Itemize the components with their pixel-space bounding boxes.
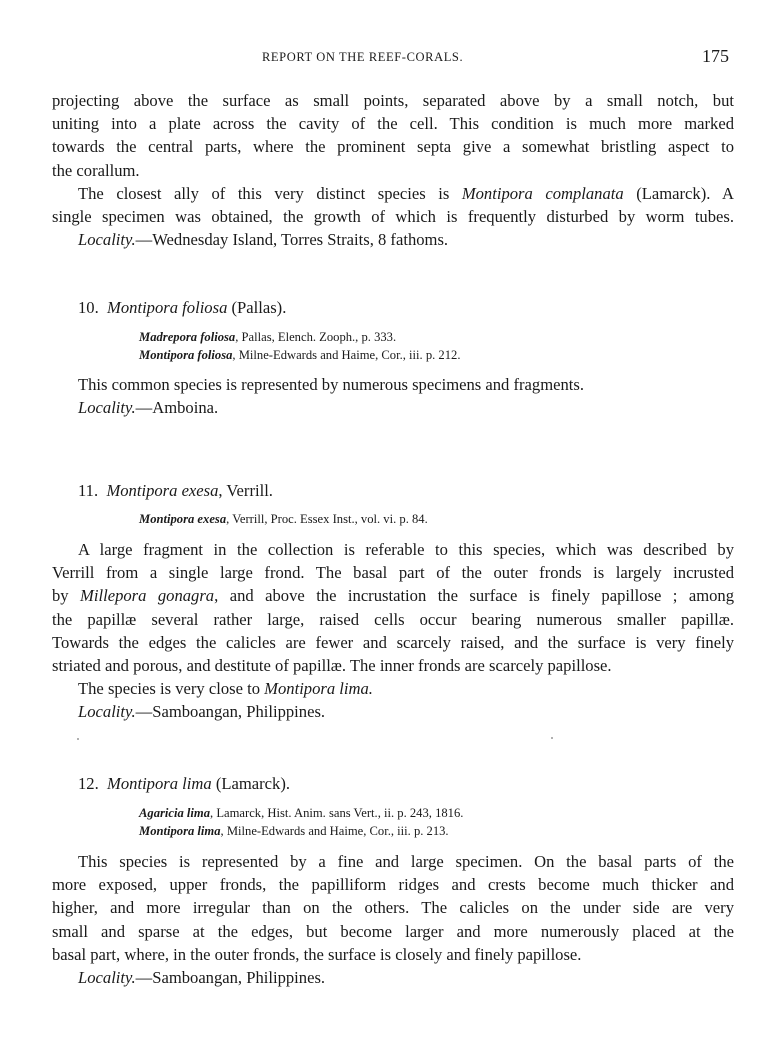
text-line: The species is very close to Montipora lima.: [78, 679, 373, 699]
scan-speck: [551, 737, 553, 739]
text-line: This common species is represented by numerous specimens and fragments.: [78, 375, 584, 394]
locality-label: Locality.: [78, 702, 136, 722]
species-name: Montipora foliosa: [107, 298, 228, 317]
locality-line: [52, 396, 734, 419]
species-description: [52, 538, 734, 724]
species-description: [52, 373, 734, 419]
synonym-entry: Montipora lima, Milne-Edwards and Haime, Cor., iii. p. 213.: [139, 823, 449, 838]
text-line: uniting into a plate across the cavity of the cell. This condition is much more marked: [52, 114, 734, 134]
text-line: towards the central parts, where the prominent septa give a somewhat bristling aspect to: [52, 137, 734, 157]
text-line: more exposed, upper fronds, the papilliform ridges and crests become much thicker and: [52, 875, 734, 895]
synonym-entry: Agaricia lima, Lamarck, Hist. Anim. sans Vert., ii. p. 243, 1816.: [139, 806, 464, 820]
synonymy-list: [139, 511, 428, 529]
page-number: 175: [702, 46, 729, 66]
locality-label: Locality.: [78, 398, 136, 418]
synonymy-list: [139, 805, 463, 840]
locality-label: Locality.: [78, 968, 136, 988]
species-number: 10.: [78, 298, 99, 317]
locality-label: Locality.: [78, 230, 136, 250]
species-number: 12.: [78, 774, 99, 793]
species-name: Montipora exesa: [106, 481, 219, 500]
species-heading: [78, 773, 290, 795]
species-name: Montipora lima: [107, 774, 212, 793]
continuation-paragraph: [52, 89, 734, 251]
running-head: [0, 46, 776, 70]
text-line: higher, and more irregular than on the others. The calicles on the under side are very: [52, 898, 734, 918]
locality-line: [52, 966, 734, 989]
text-line: basal part, where, in the outer fronds, the surface is closely and finely papillose.: [52, 944, 582, 964]
species-heading: [78, 297, 286, 319]
running-title: REPORT ON THE REEF-CORALS.: [262, 50, 464, 64]
species-name: Millepora gonagra: [80, 586, 215, 606]
synonymy-list: [139, 329, 460, 364]
synonym-entry: Montipora foliosa, Milne-Edwards and Haime, Cor., iii. p. 212.: [139, 347, 461, 362]
text-line: Towards the edges the calicles are fewer and scarcely raised, and the surface is very finely: [52, 632, 734, 652]
locality-text: —Amboina.: [135, 398, 219, 418]
locality-text: —Samboangan, Philippines.: [135, 968, 326, 988]
locality-text: —Samboangan, Philippines.: [135, 702, 326, 722]
text-line: projecting above the surface as small points, separated above by a small notch, but: [52, 91, 734, 110]
species-authority: , Verrill.: [218, 481, 273, 500]
text-line: the papillæ several rather large, raised cells occur bearing numerous smaller papillæ.: [52, 609, 734, 629]
text-line: This species is represented by a fine and large specimen. On the basal parts of the: [78, 852, 734, 871]
species-description: [52, 850, 734, 989]
locality-text: —Wednesday Island, Torres Straits, 8 fathoms.: [135, 230, 449, 250]
text-line: small and sparse at the edges, but become larger and more numerously placed at the: [52, 921, 734, 941]
text-line: Verrill from a single large frond. The basal part of the outer fronds is largely incrusted: [52, 563, 734, 583]
text-line: by Millepora gonagra, and above the incrustation the surface is finely papillose ; among: [52, 586, 735, 606]
text-line: A large fragment in the collection is referable to this species, which was described by: [78, 540, 734, 559]
text-line: striated and porous, and destitute of papillæ. The inner fronds are scarcely papillose.: [52, 656, 612, 676]
species-name: Montipora complanata: [461, 183, 624, 203]
synonym-entry: Montipora exesa, Verrill, Proc. Essex Inst., vol. vi. p. 84.: [139, 512, 428, 526]
locality-line: [52, 228, 734, 251]
text-line: single specimen was obtained, the growth of which is frequently disturbed by worm tubes.: [52, 207, 734, 227]
locality-line: [52, 700, 734, 723]
text-line: The closest ally of this very distinct species is Montipora complanata (Lamarck). A: [78, 183, 734, 203]
species-heading: [78, 480, 273, 502]
species-authority: (Lamarck).: [211, 774, 290, 793]
species-number: 11.: [78, 481, 99, 500]
synonym-entry: Madrepora foliosa, Pallas, Elench. Zooph., p. 333.: [139, 330, 397, 344]
scan-speck: [77, 738, 79, 740]
species-name: Montipora lima.: [264, 679, 373, 699]
text-line: the corallum.: [52, 160, 140, 180]
species-authority: (Pallas).: [227, 298, 287, 317]
